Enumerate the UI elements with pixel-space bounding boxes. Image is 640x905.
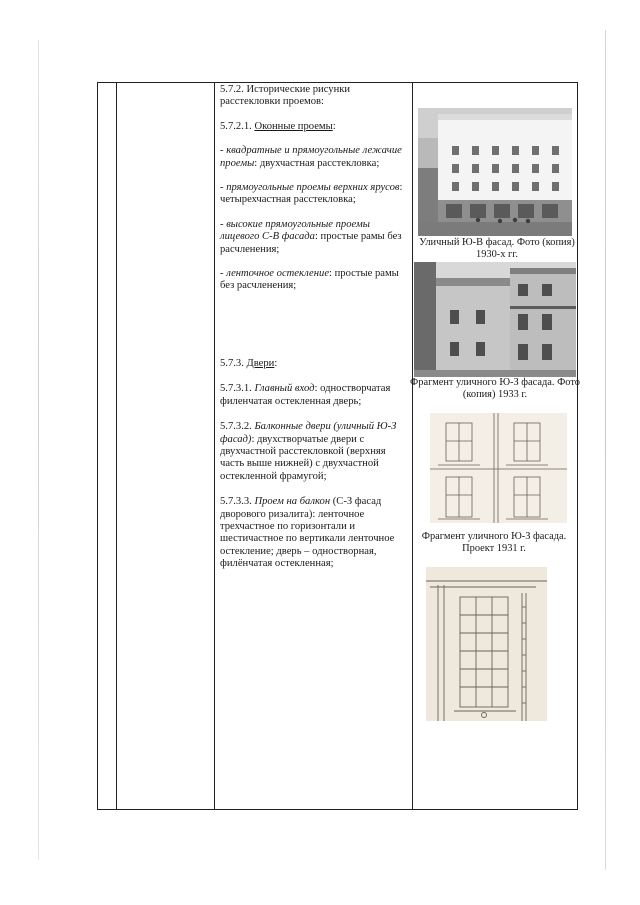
door-item-3: 5.7.3.3. Проем на балкон (С-З фасад дворового ризалита): ленточное трехчастное по горизонтали и шестичастное по вертикали ленточное остекление; дверь – одностворная, филёнчатая остекленная; bbox=[220, 496, 395, 570]
door-item-1: 5.7.3.1. Главный вход: одностворчатая филенчатая остекленная дверь; bbox=[220, 383, 391, 407]
caption-photo-1930s: Уличный Ю-В фасад. Фото (копия) 1930-х гг. bbox=[419, 237, 575, 261]
door-item-2: 5.7.3.2. Балконные двери (уличный Ю-З фасад): двухстворчатые двери с двухчастной расстекловкой (верхняя часть выше нижней) с двухчастной остекленной фрамугой; bbox=[220, 421, 397, 482]
table-top-rule bbox=[97, 82, 578, 83]
window-item-2: - прямоугольные проемы верхних ярусов: четырехчастная расстекловка; bbox=[220, 182, 403, 206]
table-col-rule-1 bbox=[97, 82, 98, 810]
historic-photo-1933 bbox=[414, 262, 576, 377]
project-drawing-1931 bbox=[430, 413, 567, 523]
historic-photo-1930s bbox=[418, 108, 572, 236]
scan-edge-right bbox=[605, 30, 606, 870]
window-item-1: - квадратные и прямоугольные лежачие проемы: двухчастная расстекловка; bbox=[220, 145, 402, 169]
section-5721-heading bbox=[220, 121, 406, 133]
window-item-3: - высокие прямоугольные проемы лицевого С-В фасада: простые рамы без расчленения; bbox=[220, 218, 402, 255]
scan-edge-left bbox=[38, 40, 39, 860]
section-5721-title: Оконные проемы bbox=[254, 120, 333, 132]
section-5721-number: 5.7.2.1. bbox=[220, 120, 255, 132]
table-col-rule-5 bbox=[577, 82, 578, 810]
section-5721-colon: : bbox=[332, 120, 336, 132]
caption-photo-1933: Фрагмент уличного Ю-З фасада. Фото (копия) 1933 г. bbox=[410, 377, 580, 401]
caption-drawing-1931: Фрагмент уличного Ю-З фасада. Проект 1931 г. bbox=[421, 531, 567, 555]
table-col-rule-3 bbox=[214, 82, 215, 810]
section-572-title: 5.7.2. Исторические рисунки расстекловки проемов: bbox=[220, 84, 351, 108]
window-item-4: - ленточное остекление: простые рамы без расчленения; bbox=[220, 268, 399, 292]
description-column bbox=[220, 84, 406, 571]
balcony-opening-drawing bbox=[426, 567, 547, 721]
table-col-rule-2 bbox=[116, 82, 117, 810]
section-573-heading: 5.7.3. Двери: bbox=[220, 357, 278, 369]
table-col-rule-4 bbox=[412, 82, 413, 810]
table-bottom-rule bbox=[97, 809, 578, 810]
